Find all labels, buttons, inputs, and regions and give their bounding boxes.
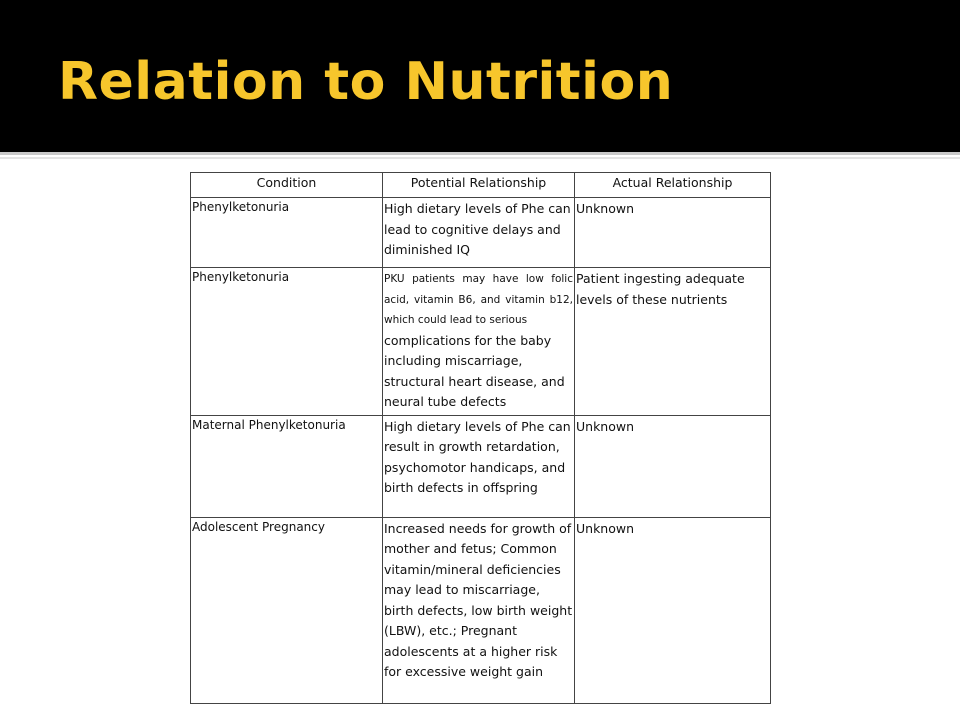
actual-relationship-cell: Unknown bbox=[575, 198, 771, 268]
potential-relationship-cell: High dietary levels of Phe can result in growth retardation, psychomotor handicaps, and birth defects in offspring bbox=[383, 415, 575, 517]
nutrition-table bbox=[190, 172, 771, 704]
table-header-row bbox=[191, 173, 771, 198]
actual-relationship-cell: Unknown bbox=[575, 415, 771, 517]
potential-relationship-small-text: PKU patients may have low folic acid, vitamin B6, and vitamin b12, which could lead to serious bbox=[384, 273, 573, 326]
condition-cell: Phenylketonuria bbox=[191, 268, 383, 416]
divider-rule bbox=[0, 152, 960, 155]
column-header-condition: Condition bbox=[191, 173, 383, 198]
table-row bbox=[191, 198, 771, 268]
potential-relationship-text: complications for the baby including miscarriage, structural heart disease, and neural tube defects bbox=[384, 332, 565, 409]
potential-relationship-cell: High dietary levels of Phe can lead to cognitive delays and diminished IQ bbox=[383, 198, 575, 268]
condition-cell: Phenylketonuria bbox=[191, 198, 383, 268]
potential-relationship-cell bbox=[383, 268, 575, 416]
title-bar bbox=[0, 0, 960, 152]
column-header-potential: Potential Relationship bbox=[383, 173, 575, 198]
table-row bbox=[191, 517, 771, 703]
condition-cell: Maternal Phenylketonuria bbox=[191, 415, 383, 517]
condition-cell: Adolescent Pregnancy bbox=[191, 517, 383, 703]
slide-title: Relation to Nutrition bbox=[58, 52, 674, 112]
table-row bbox=[191, 415, 771, 517]
actual-relationship-cell: Patient ingesting adequate levels of these nutrients bbox=[575, 268, 771, 416]
column-header-actual: Actual Relationship bbox=[575, 173, 771, 198]
potential-relationship-cell: Increased needs for growth of mother and fetus; Common vitamin/mineral deficiencies may lead to miscarriage, birth defects, low birth weight (LBW), etc.; Pregnant adolescents at a higher risk for excessive weight gain bbox=[383, 517, 575, 703]
divider-rule-secondary bbox=[0, 157, 960, 159]
table-row bbox=[191, 268, 771, 416]
actual-relationship-cell: Unknown bbox=[575, 517, 771, 703]
